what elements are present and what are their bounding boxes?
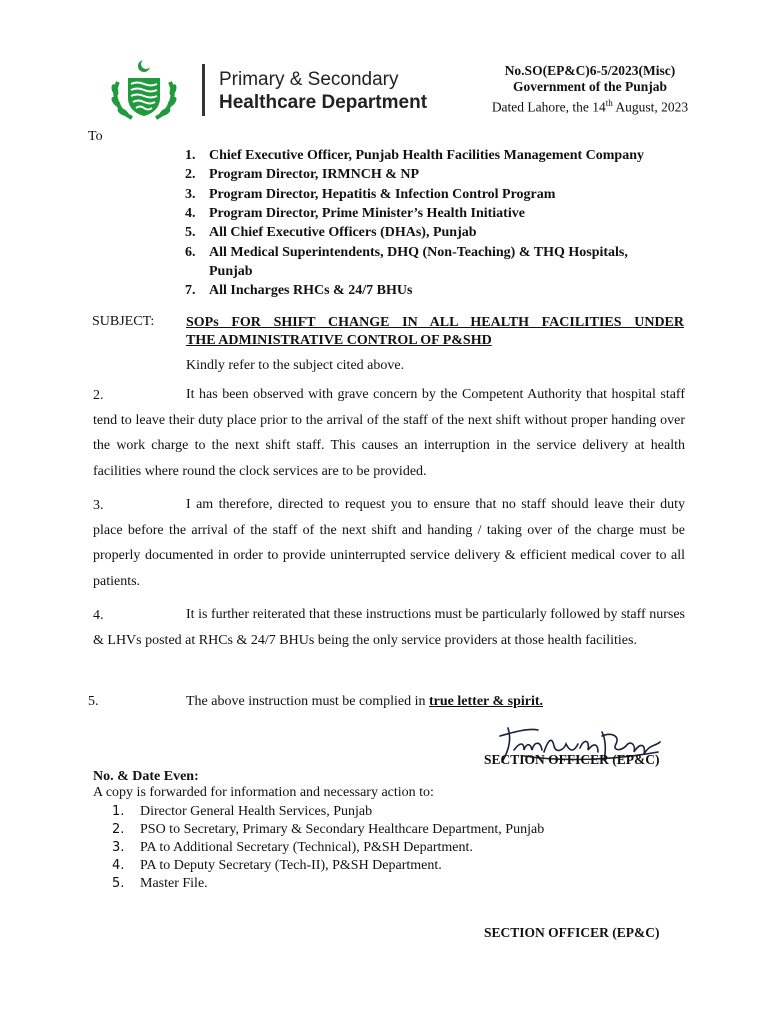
signatory-designation: SECTION OFFICER (EP&C) xyxy=(484,752,660,767)
paragraph-number: 2. xyxy=(93,388,104,403)
copy-list-item: 4. PA to Deputy Secretary (Tech-II), P&SH Department. xyxy=(112,858,442,873)
copy-heading: No. & Date Even: xyxy=(93,769,199,784)
copy-list-item: 1. Director General Health Services, Punjab xyxy=(112,804,373,819)
addressee-item: 5. All Chief Executive Officers (DHAs), Punjab xyxy=(185,225,477,240)
copy-list-item: 2. PSO to Secretary, Primary & Secondary Healthcare Department, Punjab xyxy=(112,822,545,837)
government-name: Government of the Punjab xyxy=(512,79,668,94)
paragraph-2: It has been observed with grave concern by the Competent Authority that hospital staff tend to leave their duty place prior to the arrival of the staff of the next shift without proper handing over the work charge to the next shift staff. This causes an interruption in the service delivery at health facilities where round the clock services are to be provided. xyxy=(93,387,685,479)
copy-list-item: 5. Master File. xyxy=(112,876,208,891)
subject-line-2: THE ADMINISTRATIVE CONTROL OF P&SHD xyxy=(186,333,492,348)
to-label: To xyxy=(88,129,103,144)
paragraph-4: It is further reiterated that these instructions must be particularly followed by staff nurses & LHVs posted at RHCs & 24/7 BHUs being the only service providers at those health facilities. xyxy=(93,607,685,648)
punjab-emblem-icon xyxy=(104,52,184,124)
addressee-item: 4. Program Director, Prime Minister’s Health Initiative xyxy=(185,206,525,221)
department-logo xyxy=(92,52,444,124)
reference-number: No.SO(EP&C)6-5/2023(Misc) xyxy=(504,63,676,78)
intro-text: Kindly refer to the subject cited above. xyxy=(186,358,405,373)
addressee-item: 2. Program Director, IRMNCH & NP xyxy=(185,167,420,182)
department-name-line1: Primary & Secondary xyxy=(219,69,399,90)
reference-block xyxy=(470,63,710,116)
subject-line-1: SOPs FOR SHIFT CHANGE IN ALL HEALTH FACILITIES UNDER xyxy=(186,315,684,330)
paragraph-number: 3. xyxy=(93,498,104,513)
addressee-item: 6. All Medical Superintendents, DHQ (Non-Teaching) & THQ Hospitals, xyxy=(185,245,628,260)
subject-label: SUBJECT: xyxy=(92,314,155,329)
paragraph-number: 4. xyxy=(93,608,104,623)
addressee-item: 7. All Incharges RHCs & 24/7 BHUs xyxy=(185,283,413,298)
addressee-item: 1. Chief Executive Officer, Punjab Health Facilities Management Company xyxy=(185,148,644,163)
paragraph-5: The above instruction must be complied in true letter & spirit. xyxy=(186,694,544,709)
addressee-item-continuation: Punjab xyxy=(209,264,253,279)
paragraph-3: I am therefore, directed to request you to ensure that no staff should leave their duty place before the arrival of the staff of the next shift and handing / taking over of the charge must be properly documented in order to provide uninterrupted service delivery & efficient medical cover to all patients. xyxy=(93,497,685,589)
copy-intro: A copy is forwarded for information and necessary action to: xyxy=(93,785,434,800)
addressee-item: 3. Program Director, Hepatitis & Infection Control Program xyxy=(185,187,556,202)
copy-list-item: 3. PA to Additional Secretary (Technical), P&SH Department. xyxy=(112,840,473,855)
subject-text xyxy=(186,314,684,350)
logo-divider xyxy=(202,64,205,116)
department-name-line2: Healthcare Department xyxy=(219,92,428,113)
paragraph-number: 5. xyxy=(88,694,99,709)
footer-designation: SECTION OFFICER (EP&C) xyxy=(484,925,660,940)
letter-date: Dated Lahore, the 14th August, 2023 xyxy=(491,98,689,115)
